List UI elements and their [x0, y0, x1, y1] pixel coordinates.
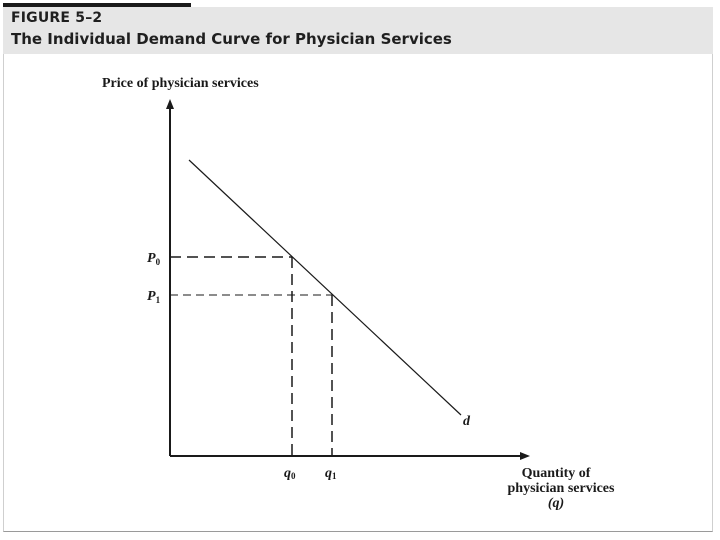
y-axis-label: Price of physician services — [102, 76, 259, 91]
figure-title: The Individual Demand Curve for Physician Services — [11, 30, 452, 48]
x-axis-label-line-2: physician services — [507, 481, 615, 496]
x-axis-label-line-3: (q) — [547, 496, 565, 511]
price-label-p0: $P_0$ — [147, 251, 161, 267]
quantity-label-q1: q1 — [325, 466, 337, 481]
curve-label-d: d — [463, 414, 470, 429]
demand-curve-line — [189, 160, 461, 415]
x-axis-label-line-1: Quantity of — [521, 466, 591, 481]
figure-number: FIGURE 5–2 — [11, 10, 103, 26]
quantity-label-q0: q0 — [284, 466, 296, 481]
price-label-p1: $P_1$ — [147, 289, 161, 305]
